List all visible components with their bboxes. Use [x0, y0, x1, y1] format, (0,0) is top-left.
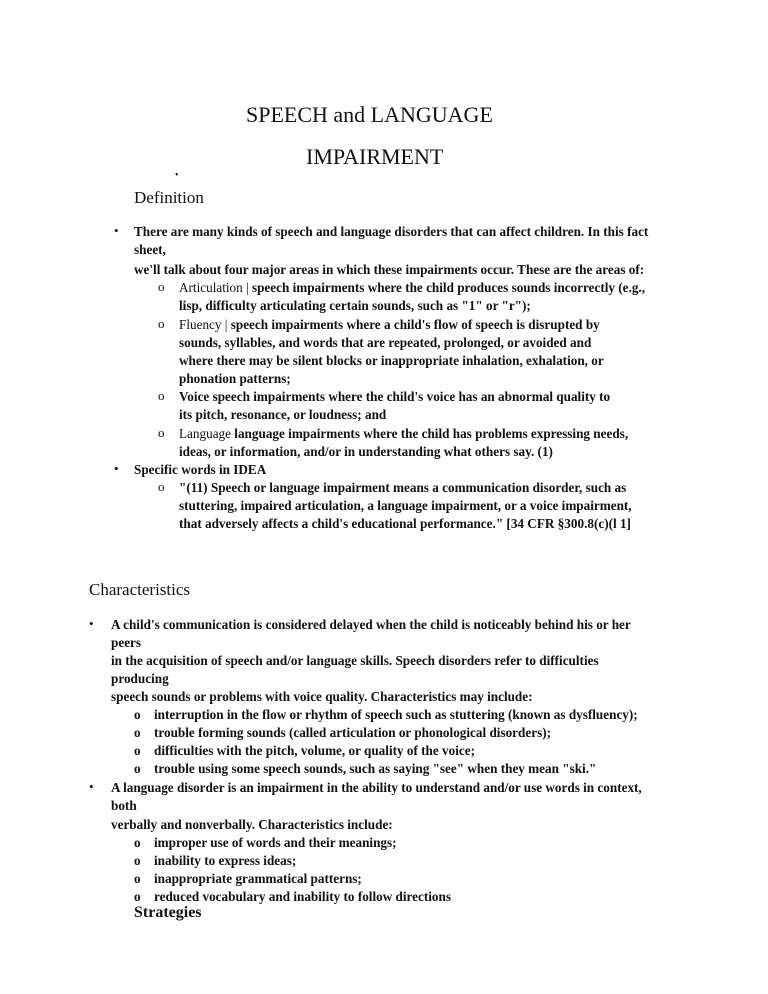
sub-bullet-icon: o	[134, 725, 141, 740]
char-p2-line: both	[111, 798, 137, 813]
char-p1-item: trouble using some speech sounds, such as saying "see" when they mean "ski."	[154, 761, 597, 776]
sub-bullet-icon: o	[134, 871, 141, 886]
char-p2-item: inability to express ideas;	[154, 853, 297, 868]
definition-intro-line: There are many kinds of speech and language disorders that can affect children. In this fact	[134, 224, 649, 239]
area-line: lisp, difficulty articulating certain sounds, such as "1" or "r");	[179, 298, 531, 313]
char-p1-line: speech sounds or problems with voice quality. Characteristics may include:	[111, 689, 533, 704]
char-p1-line: peers	[111, 635, 142, 650]
sub-bullet-icon: o	[158, 279, 165, 294]
char-p2-item: inappropriate grammatical patterns;	[154, 871, 362, 886]
char-p2-item: reduced vocabulary and inability to follow directions	[154, 889, 451, 904]
area-line: sounds, syllables, and words that are repeated, prolonged, or avoided and	[179, 335, 592, 350]
char-p1-line: A child's communication is considered delayed when the child is noticeably behind his or her	[111, 617, 631, 632]
char-p1-item: difficulties with the pitch, volume, or quality of the voice;	[154, 743, 475, 758]
area-articulation-line: Articulation | speech impairments where the child produces sounds incorrectly (e.g.,	[179, 280, 646, 295]
area-language-line: Language language impairments where the child has problems expressing needs,	[179, 426, 629, 441]
page-title-line-1: SPEECH and LANGUAGE	[246, 102, 493, 127]
idea-quote-line: stuttering, impaired articulation, a language impairment, or a voice impairment,	[179, 498, 632, 513]
idea-quote-line: "(11) Speech or language impairment means a communication disorder, such as	[179, 480, 627, 495]
sub-bullet-icon: o	[158, 425, 165, 440]
char-p1-line: in the acquisition of speech and/or language skills. Speech disorders refer to difficulties	[111, 653, 599, 668]
sub-bullet-icon: o	[134, 835, 141, 850]
area-fluency-line: Fluency | speech impairments where a child's flow of speech is disrupted by	[179, 317, 600, 332]
char-p2-item: improper use of words and their meanings;	[154, 835, 397, 850]
area-line: ideas, or information, and/or in understanding what others say. (1)	[179, 444, 553, 459]
char-p1-item: trouble forming sounds (called articulation or phonological disorders);	[154, 725, 551, 740]
bullet-icon: •	[89, 779, 94, 794]
strategies-heading: Strategies	[134, 904, 202, 921]
sub-bullet-icon: o	[158, 479, 165, 494]
char-p2-line: A language disorder is an impairment in the ability to understand and/or use words in context,	[111, 780, 642, 795]
char-p1-item: interruption in the flow or rhythm of speech such as stuttering (known as dysfluency);	[154, 707, 638, 722]
sub-bullet-icon: o	[134, 761, 141, 776]
area-term: Articulation |	[179, 280, 249, 295]
sub-bullet-icon: o	[158, 388, 165, 403]
area-term: Fluency |	[179, 317, 228, 332]
bullet-icon: •	[114, 223, 119, 238]
sub-bullet-icon: o	[158, 316, 165, 331]
area-line: where there may be silent blocks or inappropriate inhalation, exhalation, or	[179, 353, 604, 368]
sub-bullet-icon: o	[134, 707, 141, 722]
bullet-icon: •	[89, 616, 94, 631]
area-line: its pitch, resonance, or loudness; and	[179, 407, 387, 422]
stray-dot: •	[175, 170, 179, 181]
area-line: phonation patterns;	[179, 371, 291, 386]
sub-bullet-icon: o	[134, 853, 141, 868]
definition-intro-line: we'll talk about four major areas in which these impairments occur. These are the areas of:	[134, 262, 645, 277]
characteristics-heading: Characteristics	[89, 580, 191, 599]
sub-bullet-icon: o	[134, 743, 141, 758]
definition-heading: Definition	[134, 188, 204, 207]
idea-label: Specific words in IDEA	[134, 462, 267, 477]
area-term: Language	[179, 426, 231, 441]
bullet-icon: •	[114, 461, 119, 476]
idea-quote-line: that adversely affects a child's educational performance." [34 CFR §300.8(c)(l 1]	[179, 516, 631, 531]
area-voice-line: Voice speech impairments where the child's voice has an abnormal quality to	[179, 389, 611, 404]
definition-intro-line: sheet,	[134, 242, 166, 257]
char-p2-line: verbally and nonverbally. Characteristics include:	[111, 817, 393, 832]
char-p1-line: producing	[111, 671, 169, 686]
sub-bullet-icon: o	[134, 889, 141, 904]
page-title-line-2: IMPAIRMENT	[306, 144, 444, 169]
